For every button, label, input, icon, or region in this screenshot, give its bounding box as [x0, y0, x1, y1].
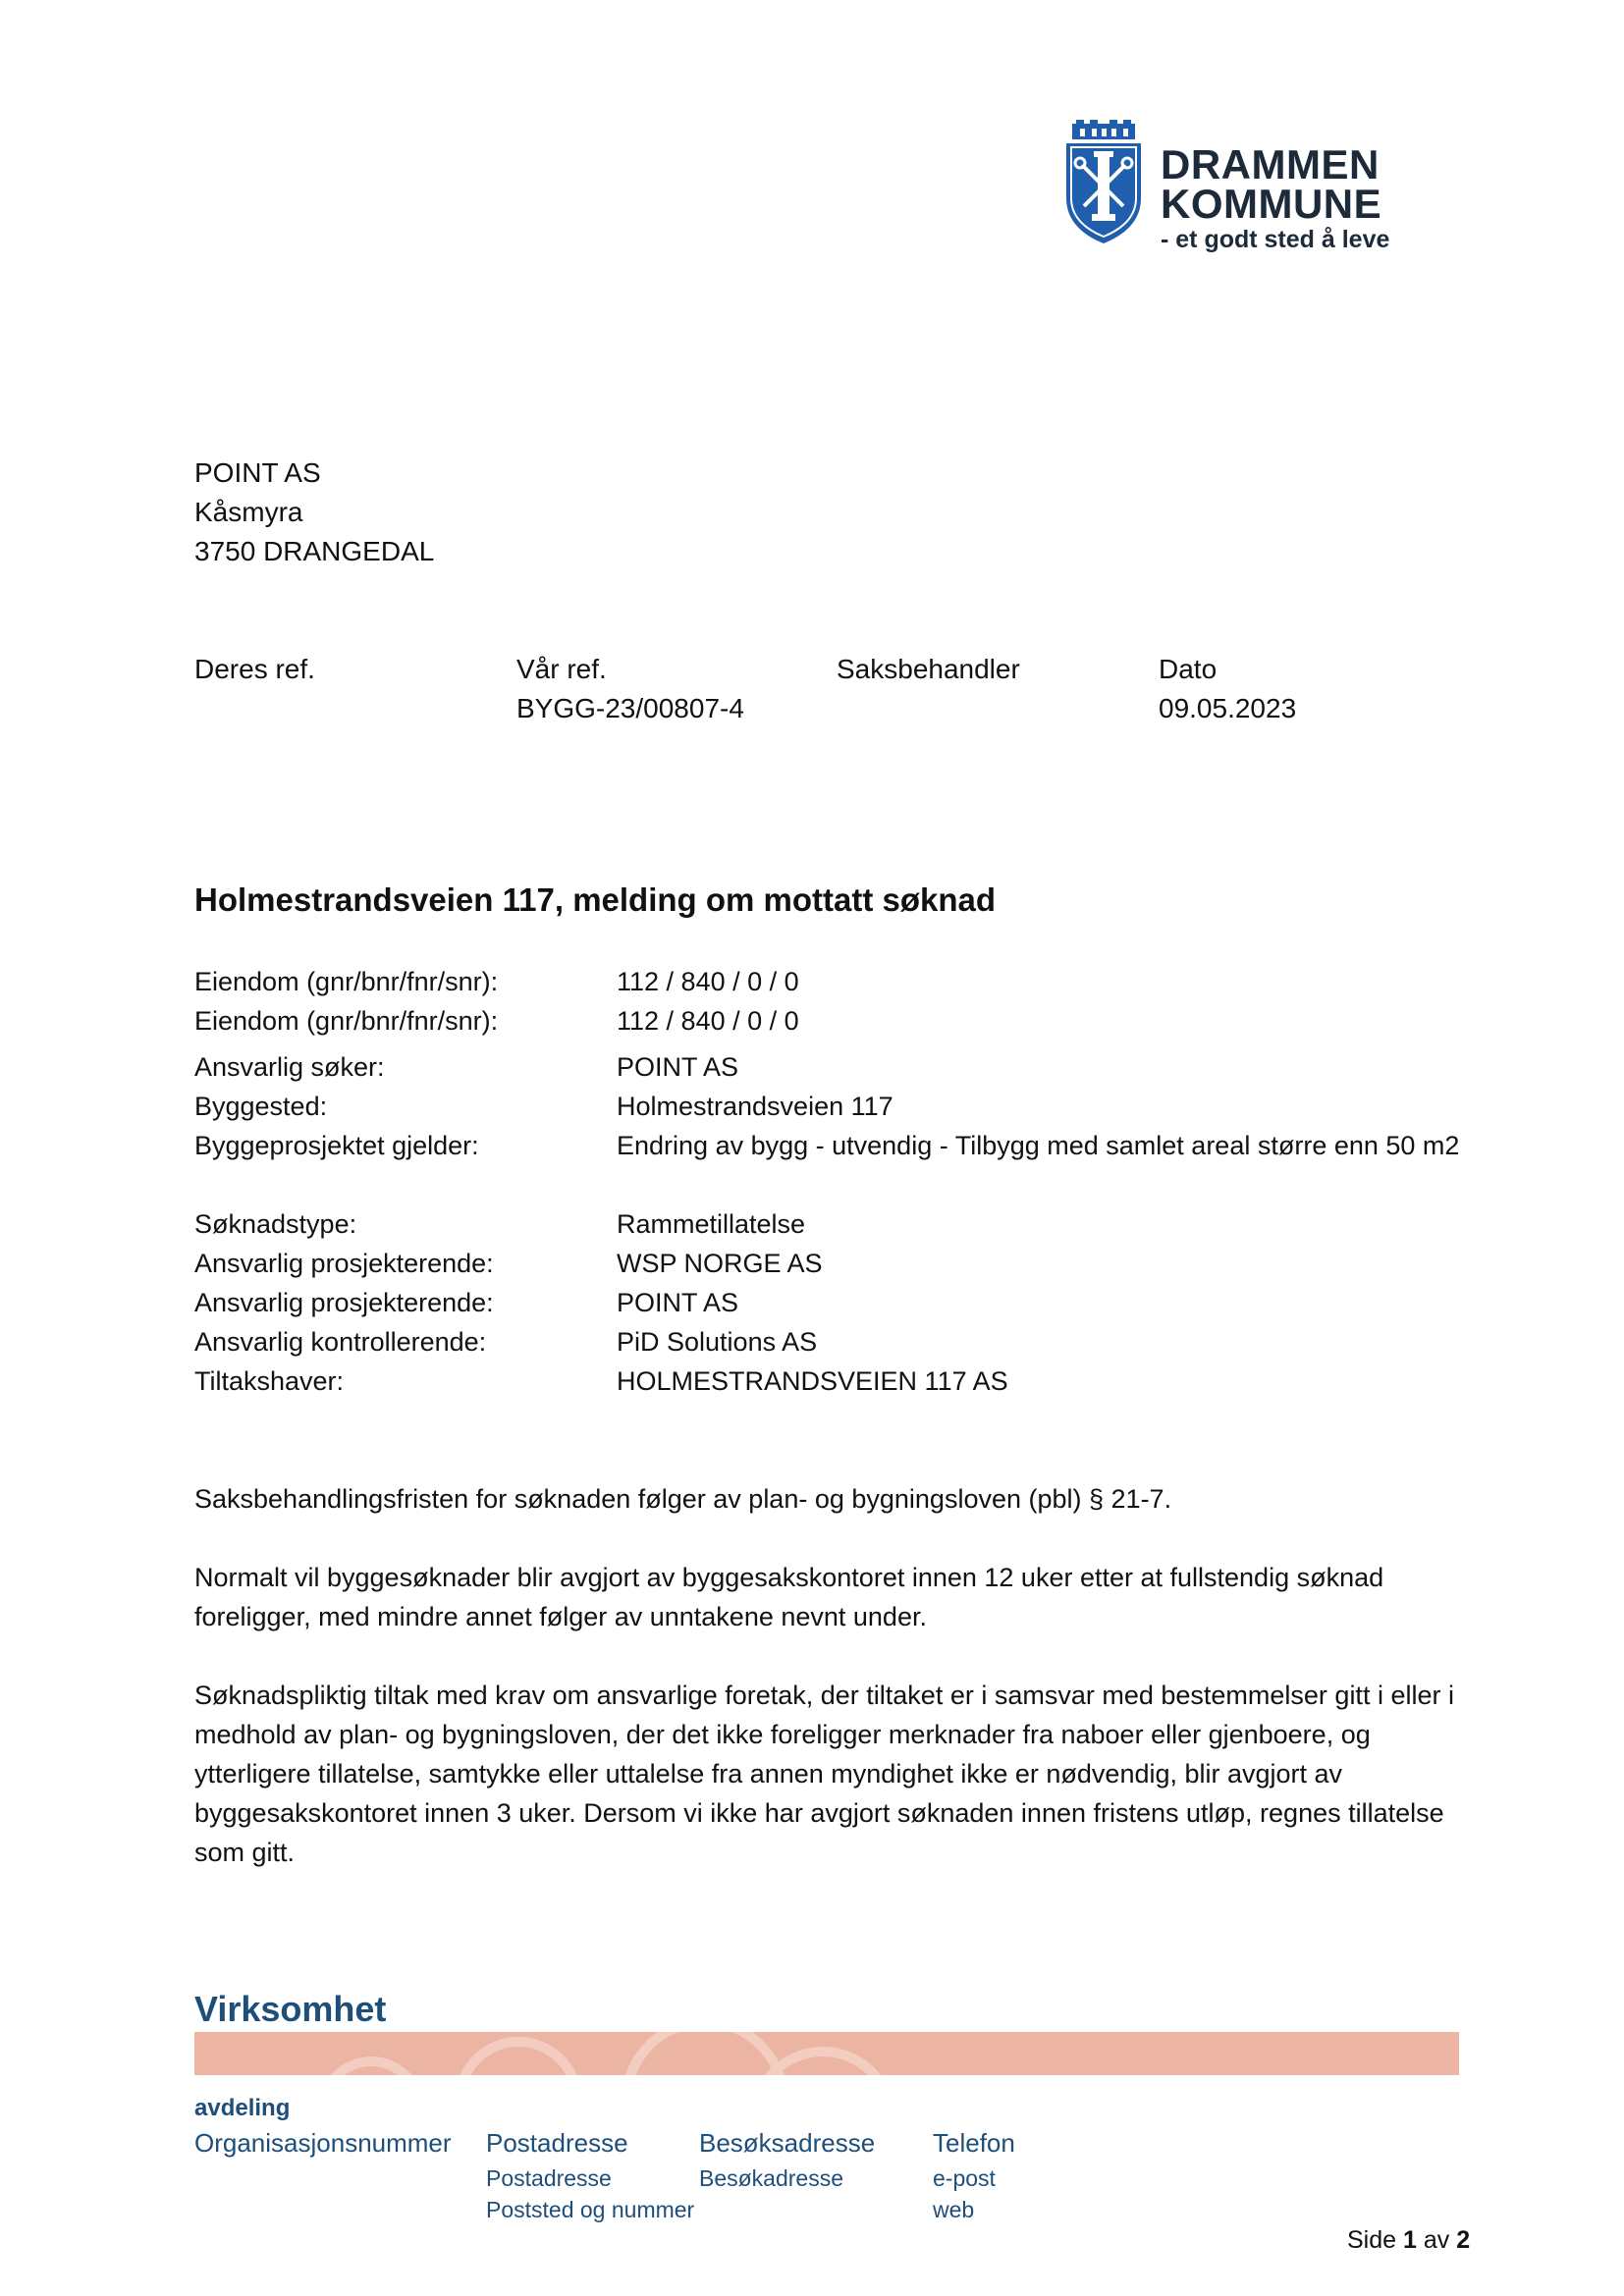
logo-line-drammen: DRAMMEN — [1161, 141, 1380, 187]
recipient-name: POINT AS — [194, 457, 321, 488]
drammen-kommune-logo — [1058, 120, 1412, 257]
footer-epost: e-post — [933, 2165, 996, 2191]
document-title: Holmestrandsveien 117, melding om mottatt søknad — [194, 881, 997, 918]
logo-tagline: - et godt sted å leve — [1161, 226, 1390, 253]
info-value-eiendom-2: 112 / 840 / 0 / 0 — [617, 1006, 799, 1036]
info-label-byggested: Byggested: — [194, 1092, 328, 1121]
info-label-prosjekterende-1: Ansvarlig prosjekterende: — [194, 1249, 494, 1278]
info-label-byggeprosjekt: Byggeprosjektet gjelder: — [194, 1131, 479, 1160]
footer-postadresse-heading: Postadresse — [486, 2128, 628, 2158]
var-ref-label: Vår ref. — [516, 654, 607, 684]
recipient-postal: 3750 DRANGEDAL — [194, 536, 435, 566]
footer-telefon-heading: Telefon — [933, 2128, 1015, 2158]
footer-orgnr-heading: Organisasjonsnummer — [194, 2128, 452, 2158]
info-label-prosjekterende-2: Ansvarlig prosjekterende: — [194, 1288, 494, 1317]
footer-unit: Virksomhet — [194, 1989, 387, 2029]
info-value-kontrollerende: PiD Solutions AS — [617, 1327, 818, 1357]
page-total: 2 — [1456, 2226, 1471, 2254]
dato-label: Dato — [1159, 654, 1218, 684]
info-value-eiendom-1: 112 / 840 / 0 / 0 — [617, 967, 799, 996]
footer-web: web — [933, 2197, 975, 2222]
page-separator: av — [1423, 2226, 1450, 2254]
page-prefix: Side — [1347, 2226, 1397, 2254]
page-current: 1 — [1403, 2226, 1417, 2254]
footer-postadresse-line2: Poststed og nummer — [486, 2197, 695, 2222]
footer-postadresse-line1: Postadresse — [486, 2165, 612, 2191]
info-label-kontrollerende: Ansvarlig kontrollerende: — [194, 1327, 487, 1357]
deres-ref-label: Deres ref. — [194, 654, 315, 684]
band-pattern-icon — [194, 2032, 1459, 2075]
info-value-tiltakshaver: HOLMESTRANDSVEIEN 117 AS — [617, 1366, 1008, 1396]
info-label-eiendom-1: Eiendom (gnr/bnr/fnr/snr): — [194, 967, 499, 996]
info-value-prosjekterende-2: POINT AS — [617, 1288, 739, 1317]
footer-besoksadresse-line1: Besøkadresse — [699, 2165, 844, 2191]
paragraph-soknadspliktig: Søknadspliktig tiltak med krav om ansvarlige foretak, der tiltaket er i samsvar med bestemmelser gitt i eller i medhold av plan- og bygningsloven, der det ikke foreligger merknader fra naboer eller gjenboere, og ytterligere tillatelse, samtykke eller uttalelse fra annen myndighet ikke er nødvendig, blir avgjort av byggesakskontoret innen 3 uker. Dersom vi ikke har avgjort søknaden innen fristens utløp, regnes tillatelse som gitt. — [194, 1681, 1454, 1867]
var-ref-value: BYGG-23/00807-4 — [516, 693, 744, 723]
info-value-soknadstype: Rammetillatelse — [617, 1209, 806, 1239]
paragraph-frist: Saksbehandlingsfristen for søknaden følger av plan- og bygningsloven (pbl) § 21-7. — [194, 1484, 1172, 1514]
info-label-soknadstype: Søknadstype: — [194, 1209, 357, 1239]
paragraph-normalt: Normalt vil byggesøknader blir avgjort av byggesakskontoret innen 12 uker etter at fullstendig søknad foreligger, med mindre annet følger av unntakene nevnt under. — [194, 1563, 1384, 1631]
info-value-ansvarlig-soker: POINT AS — [617, 1052, 739, 1082]
page-number — [1347, 2226, 1470, 2255]
info-label-ansvarlig-soker: Ansvarlig søker: — [194, 1052, 385, 1082]
logo-line-kommune: KOMMUNE — [1161, 181, 1382, 227]
footer-besoksadresse-heading: Besøksadresse — [699, 2128, 876, 2158]
coat-of-arms-icon — [1058, 120, 1149, 249]
footer-department: avdeling — [194, 2095, 291, 2121]
info-value-byggeprosjekt: Endring av bygg - utvendig - Tilbygg med samlet areal større enn 50 m2 — [617, 1131, 1460, 1160]
info-label-eiendom-2: Eiendom (gnr/bnr/fnr/snr): — [194, 1006, 499, 1036]
info-label-tiltakshaver: Tiltakshaver: — [194, 1366, 345, 1396]
recipient-street: Kåsmyra — [194, 497, 303, 527]
info-value-byggested: Holmestrandsveien 117 — [617, 1092, 893, 1121]
saksbehandler-label: Saksbehandler — [837, 654, 1020, 684]
dato-value: 09.05.2023 — [1159, 693, 1297, 723]
info-value-prosjekterende-1: WSP NORGE AS — [617, 1249, 823, 1278]
footer-decorative-band — [194, 2032, 1459, 2075]
